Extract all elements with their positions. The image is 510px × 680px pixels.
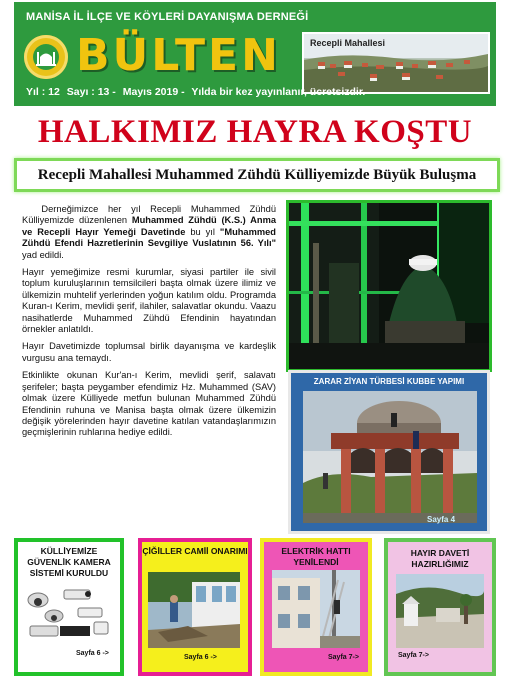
- tile-title: ÇİĞİLLER CAMİİ ONARIMI: [142, 546, 248, 556]
- issue-date: Mayıs 2019 -: [122, 86, 185, 98]
- subheadline-box: [14, 158, 500, 192]
- subheadline: Recepli Mahallesi Muhammed Zühdü Külliyemizde Büyük Buluşma: [37, 167, 477, 183]
- main-headline: HALKIMIZ HAYRA KOŞTU: [37, 114, 473, 150]
- tile-power-line[interactable]: [260, 538, 372, 676]
- newsletter-header: [14, 2, 496, 106]
- tomb-photo: [286, 200, 492, 372]
- mosque-logo-icon: [24, 35, 68, 79]
- village-photo: [302, 32, 490, 94]
- page-reference[interactable]: Sayfa 6 ->: [184, 654, 217, 661]
- article-paragraph: Hayır Davetimizde toplumsal birlik dayanışma ve kardeşlik vurgusu ana temaydı.: [22, 341, 276, 363]
- page-reference[interactable]: Sayfa 7->: [398, 652, 429, 659]
- article-paragraph: Derneğimizce her yıl Recepli Muhammed Zühdü Külliyemizde düzenlenen Muhammed Zühdü (K.S.) Anma ve Recepli Hayır Yemeği Davetinde bu yıl "Muhammed Zühdü Efendi Hazretlerinin Sevgiliye Vuslatının 56. Yılı" yad edildi.: [22, 204, 276, 260]
- bulletin-title: BÜLTEN: [76, 30, 281, 81]
- issue-year: Yıl : 12: [26, 86, 60, 98]
- association-name: MANİSA İL İLÇE VE KÖYLERİ DAYANIŞMA DERNEĞİ: [26, 11, 309, 23]
- mosque-repair-image: [148, 572, 240, 648]
- article-paragraph: Hayır yemeğimize resmi kurumlar, siyasi partiler ile sivil toplum kuruluşlarının temsilcileri başta olmak üzere ilimiz ve ülkemizin muhtelif yerlerinden yoğun katılım oldu. Programda Kuran-ı Kerim, mevlidi şerif, ilahiler, salavatlar okundu. Vaazu nasihatlerde Muhammed Zühdü Efendinin hayatından örnekler anlatıldı.: [22, 267, 276, 335]
- tile-title: ELEKTRİK HATTI YENİLENDİ: [281, 546, 351, 567]
- photo-caption: Recepli Mahallesi: [310, 38, 386, 48]
- tile-title: HAYIR DAVETİ HAZIRLIĞIMIZ: [410, 548, 470, 569]
- issue-info: [26, 86, 369, 98]
- article-paragraph: Etkinlikte okunan Kur'an-ı Kerim, mevlidi şerif, salavatı şerifeler; başta peygamber efendimiz Hz. Muhammed (SAV) olmak üzere Külliyede metfun bulunan Muhammed Zühdü Efendinin ruhuna ve Manisa başta olmak üzere ülkemizin değişik yörelerinden hayır davetine katılan vatandaşlarımızın geçmişlerinin ruhlarına hediye edildi.: [22, 370, 276, 438]
- issue-note: Yılda bir kez yayınlanır, ücretsizdir.: [191, 86, 366, 98]
- dome-construction-photo: [288, 370, 490, 534]
- page-reference[interactable]: Sayfa 7->: [328, 654, 359, 661]
- dome-photo-title: ZARAR ZİYAN TÜRBESİ KUBBE YAPIMI: [313, 377, 465, 386]
- camera-image: [24, 586, 112, 644]
- tile-mosque-repair[interactable]: [138, 538, 252, 676]
- power-line-image: [272, 570, 360, 648]
- page-reference[interactable]: Sayfa 4: [427, 515, 456, 524]
- tile-charity-dinner-prep[interactable]: [384, 538, 496, 676]
- page-reference[interactable]: Sayfa 6 ->: [76, 650, 109, 657]
- issue-number: Sayı : 13 -: [66, 86, 116, 98]
- tile-title: KÜLLİYEMİZE GÜVENLİK KAMERA SİSTEMİ KURULDU: [27, 546, 111, 578]
- tile-security-camera[interactable]: [14, 538, 124, 676]
- article-body: [22, 204, 276, 445]
- charity-dinner-image: [396, 574, 484, 648]
